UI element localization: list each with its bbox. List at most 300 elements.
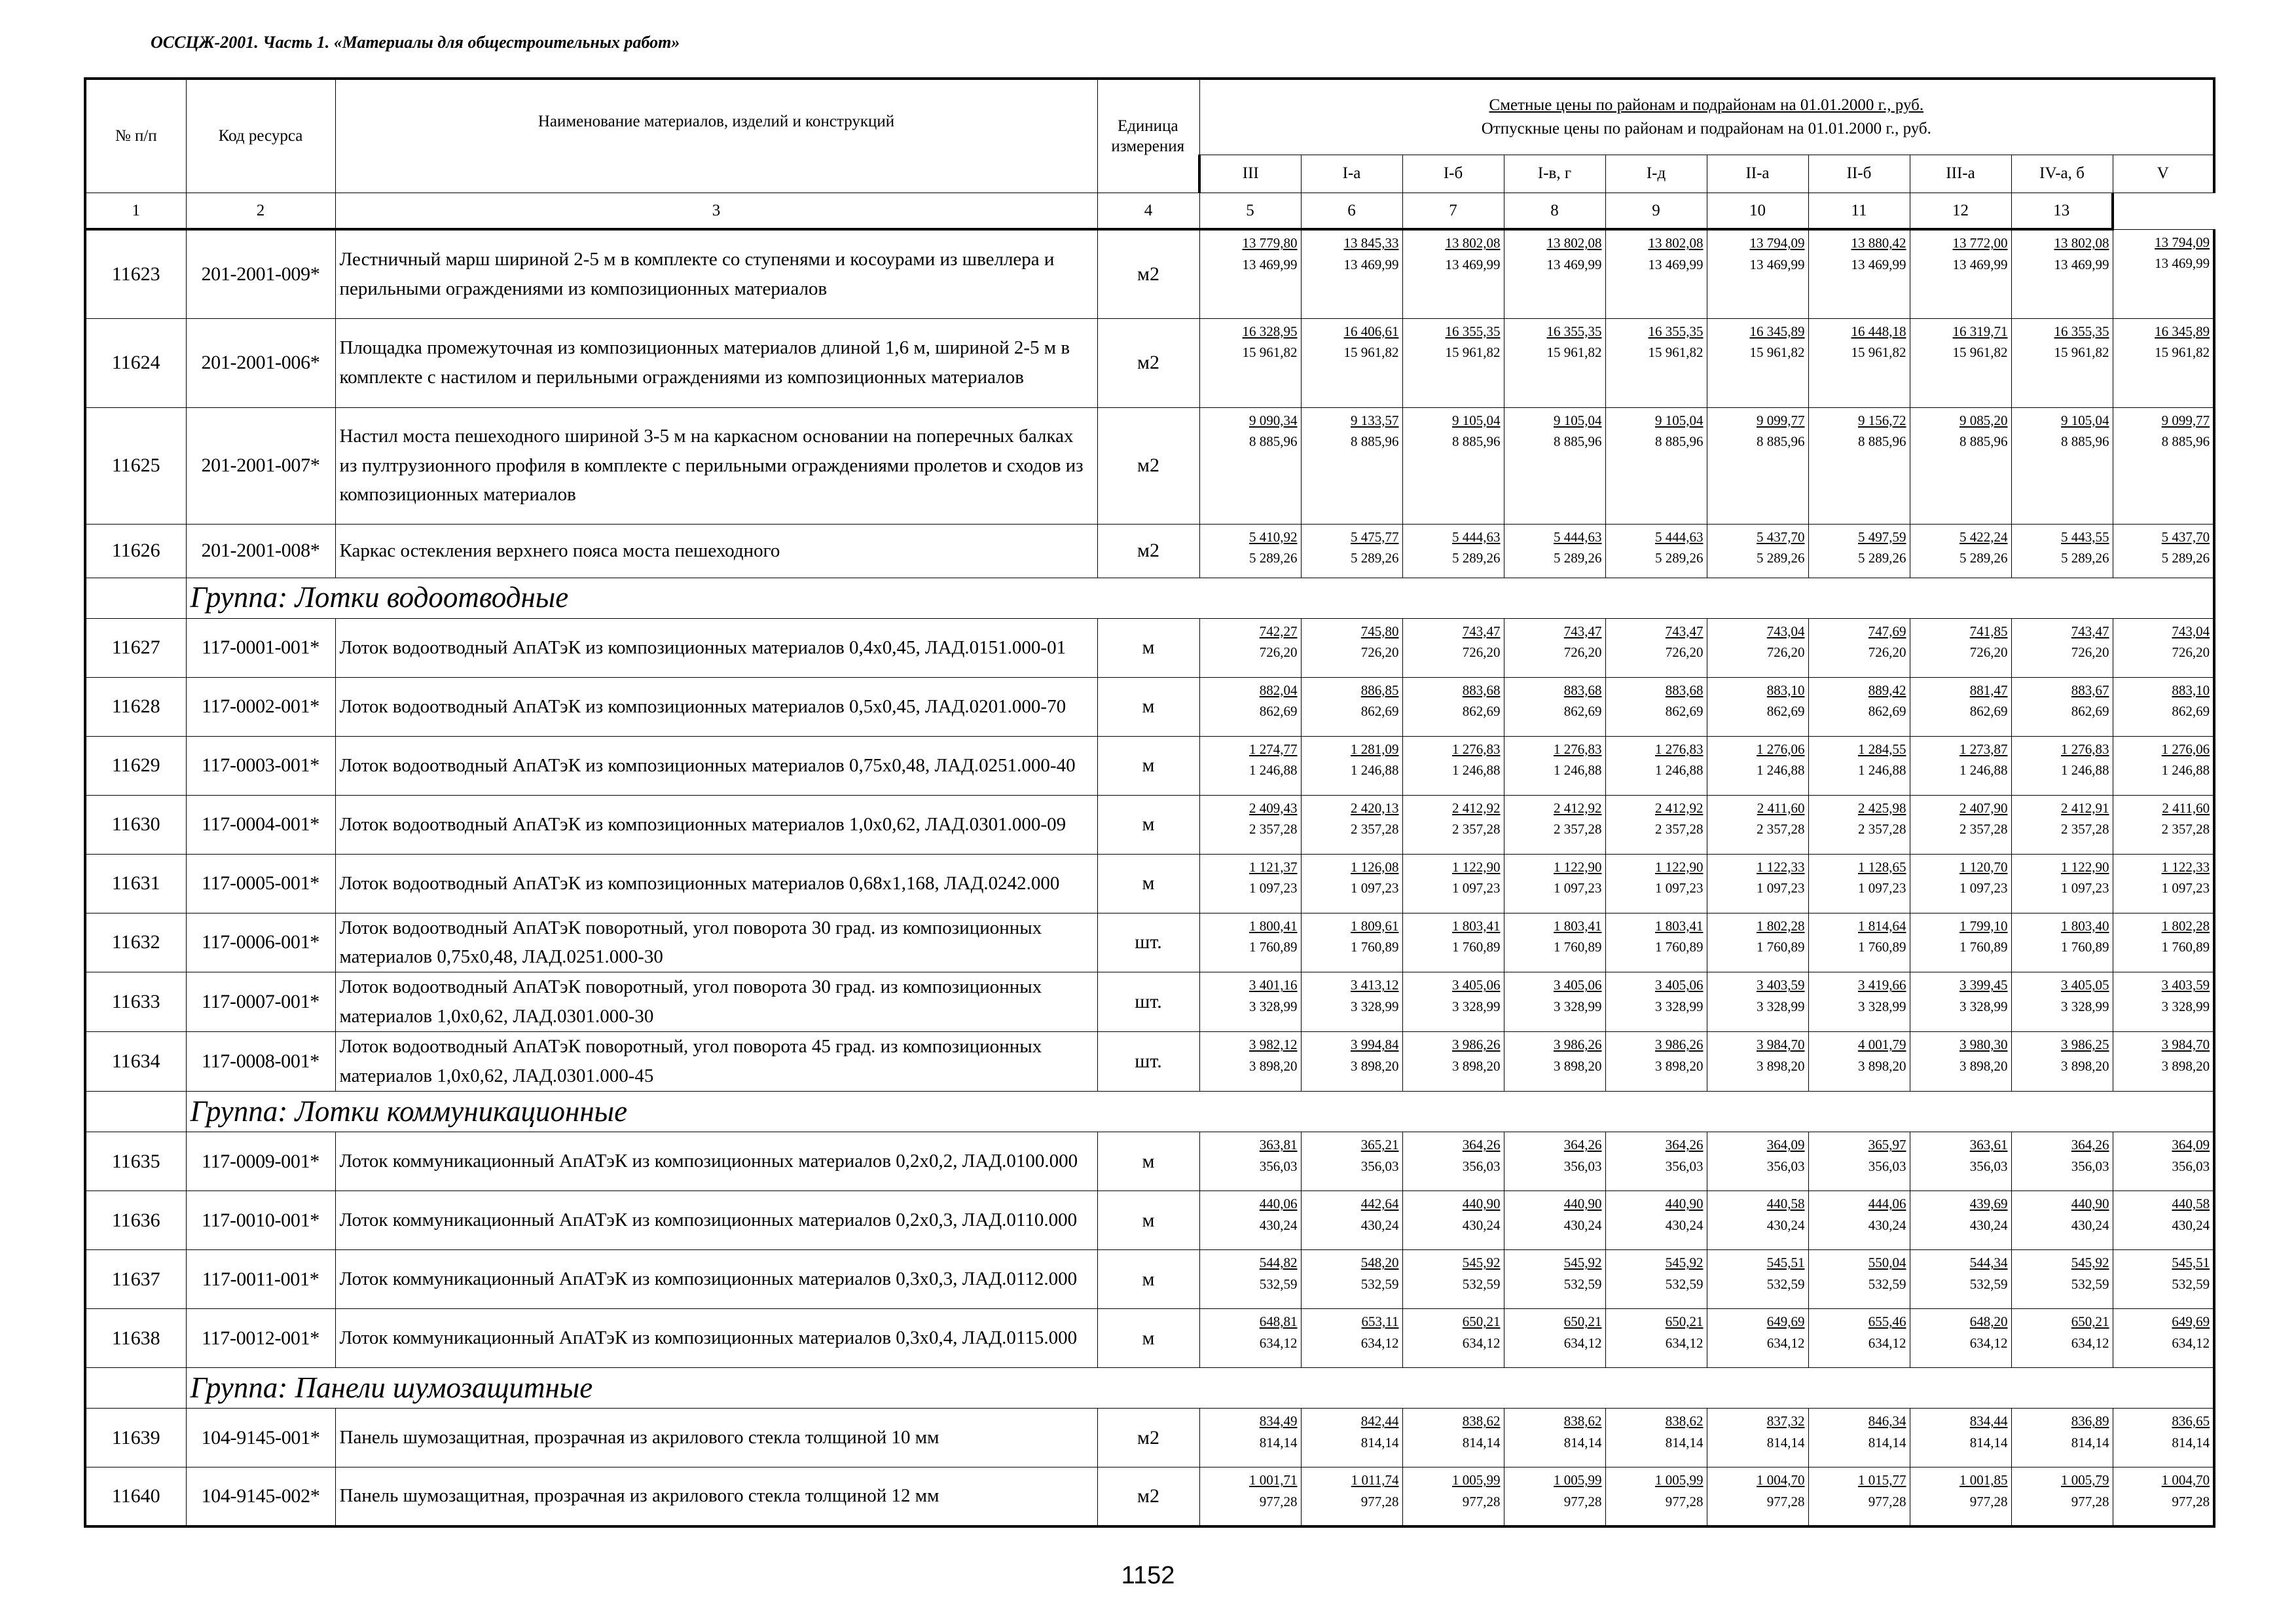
release-price: 977,28 (1868, 1493, 1906, 1509)
resource-code: 117-0001-001* (186, 618, 335, 677)
header-prices (1199, 79, 2214, 155)
price-cell (2113, 677, 2214, 736)
release-price: 8 885,96 (1858, 434, 1906, 450)
price-cell (1808, 972, 1910, 1032)
release-price: 532,59 (1665, 1276, 1704, 1292)
price-cell (2011, 795, 2113, 854)
estimate-price: 5 497,59 (1858, 528, 1906, 545)
estimate-price: 836,89 (2071, 1413, 2109, 1430)
estimate-price: 2 412,91 (2061, 800, 2109, 816)
price-cell (1808, 229, 1910, 318)
header-prices-release: Отпускные цены по районам и подрайонам на 01.01.2000 г., руб. (1481, 119, 1931, 138)
release-price: 634,12 (1665, 1335, 1704, 1351)
unit-of-measure: м2 (1097, 1467, 1199, 1526)
release-price: 1 760,89 (1554, 939, 1602, 955)
estimate-price: 883,68 (1665, 682, 1704, 698)
release-price: 13 469,99 (2054, 256, 2109, 272)
release-price: 356,03 (1563, 1158, 1602, 1174)
estimate-price: 9 133,57 (1351, 412, 1399, 428)
release-price: 634,12 (1462, 1335, 1501, 1351)
estimate-price: 3 405,06 (1452, 977, 1501, 993)
material-name: Лоток водоотводный АпАТэК из композиционных материалов 0,68х1,168, ЛАД.0242.000 (335, 854, 1097, 913)
price-cell (1301, 736, 1402, 795)
estimate-price: 742,27 (1259, 623, 1298, 639)
price-cell (1605, 972, 1707, 1032)
price-cell (1707, 618, 1808, 677)
table-row (85, 854, 2214, 913)
release-price: 3 898,20 (2161, 1058, 2210, 1074)
release-price: 3 328,99 (1757, 998, 1805, 1014)
price-cell (2113, 972, 2214, 1032)
estimate-price: 3 982,12 (1249, 1037, 1298, 1053)
table-row (85, 736, 2214, 795)
price-cell (1707, 1132, 1808, 1191)
release-price: 430,24 (1259, 1217, 1298, 1233)
resource-code: 117-0004-001* (186, 795, 335, 854)
estimate-price: 544,34 (1969, 1255, 2008, 1271)
release-price: 862,69 (1360, 703, 1399, 720)
price-cell (1402, 229, 1504, 318)
material-name: Лоток водоотводный АпАТэК из композиционных материалов 1,0х0,62, ЛАД.0301.000-09 (335, 795, 1097, 854)
header-column-number: 2 (186, 193, 335, 229)
header-region: I-в, г (1504, 155, 1605, 193)
price-cell (1910, 318, 2011, 407)
price-cell (1402, 736, 1504, 795)
price-cell (1707, 677, 1808, 736)
release-price: 1 246,88 (1452, 762, 1501, 779)
unit-of-measure: м (1097, 736, 1199, 795)
estimate-price: 545,51 (2172, 1255, 2210, 1271)
release-price: 13 469,99 (1749, 256, 1805, 272)
price-cell (1504, 795, 1605, 854)
release-price: 1 760,89 (1351, 939, 1399, 955)
estimate-price: 741,85 (1969, 623, 2008, 639)
price-cell (1707, 407, 1808, 524)
price-cell (1199, 318, 1301, 407)
release-price: 356,03 (1969, 1158, 2008, 1174)
estimate-price: 743,04 (1766, 623, 1805, 639)
estimate-price: 842,44 (1360, 1413, 1399, 1430)
resource-code: 117-0006-001* (186, 913, 335, 972)
release-price: 3 328,99 (1655, 998, 1704, 1014)
price-cell (2113, 1132, 2214, 1191)
estimate-price: 3 405,06 (1655, 977, 1704, 993)
price-cell (2113, 618, 2214, 677)
release-price: 862,69 (1766, 703, 1805, 720)
release-price: 2 357,28 (1554, 821, 1602, 838)
material-name: Лоток коммуникационный АпАТэК из композиционных материалов 0,3х0,3, ЛАД.0112.000 (335, 1250, 1097, 1309)
release-price: 634,12 (1868, 1335, 1906, 1351)
price-cell (1707, 854, 1808, 913)
group-spacer (85, 1368, 186, 1409)
estimate-price: 1 809,61 (1351, 917, 1399, 934)
estimate-price: 836,65 (2172, 1413, 2210, 1430)
price-cell (1605, 1191, 1707, 1250)
price-cell (2113, 1309, 2214, 1368)
price-cell (1910, 972, 2011, 1032)
release-price: 15 961,82 (1952, 344, 2008, 361)
price-cell (1199, 1132, 1301, 1191)
estimate-price: 5 444,63 (1452, 528, 1501, 545)
estimate-price: 9 156,72 (1858, 412, 1906, 428)
release-price: 430,24 (1766, 1217, 1805, 1233)
header-column-number: 5 (1199, 193, 1301, 229)
release-price: 8 885,96 (2161, 434, 2210, 450)
release-price: 2 357,28 (1452, 821, 1501, 838)
estimate-price: 365,97 (1868, 1137, 1906, 1153)
table-row (85, 1467, 2214, 1526)
estimate-price: 440,06 (1259, 1196, 1298, 1212)
estimate-price: 1 802,28 (2161, 917, 2210, 934)
estimate-price: 1 122,90 (1554, 858, 1602, 875)
price-cell (1402, 913, 1504, 972)
unit-of-measure: м2 (1097, 407, 1199, 524)
estimate-price: 16 355,35 (1546, 323, 1602, 339)
estimate-price: 648,81 (1259, 1314, 1298, 1330)
price-cell (1199, 1250, 1301, 1309)
estimate-price: 13 802,08 (2054, 235, 2109, 251)
price-cell (1808, 1191, 1910, 1250)
resource-code: 201-2001-007* (186, 407, 335, 524)
estimate-price: 13 845,33 (1343, 235, 1399, 251)
price-cell (1402, 1467, 1504, 1526)
group-title: Группа: Панели шумозащитные (186, 1368, 2214, 1409)
price-cell (1199, 854, 1301, 913)
estimate-price: 5 475,77 (1351, 528, 1399, 545)
group-title: Группа: Лотки водоотводные (186, 578, 2214, 618)
price-cell (1301, 972, 1402, 1032)
price-cell (1402, 618, 1504, 677)
price-cell (1504, 1032, 1605, 1092)
estimate-price: 5 437,70 (1757, 528, 1805, 545)
price-cell (1504, 318, 1605, 407)
release-price: 1 760,89 (1757, 939, 1805, 955)
estimate-price: 1 126,08 (1351, 858, 1399, 875)
header-column-number: 11 (1808, 193, 1910, 229)
group-row (85, 1092, 2214, 1132)
release-price: 814,14 (2172, 1434, 2210, 1450)
price-cell (1402, 1132, 1504, 1191)
price-cell (1504, 1309, 1605, 1368)
release-price: 862,69 (1665, 703, 1704, 720)
estimate-price: 364,09 (1766, 1137, 1805, 1153)
estimate-price: 649,69 (1766, 1314, 1805, 1330)
price-cell (1199, 736, 1301, 795)
price-cell (2113, 1467, 2214, 1526)
estimate-price: 837,32 (1766, 1413, 1805, 1430)
estimate-price: 16 355,35 (1648, 323, 1704, 339)
row-number: 11635 (85, 1132, 186, 1191)
header-column-number: 10 (1707, 193, 1808, 229)
release-price: 356,03 (1360, 1158, 1399, 1174)
price-cell (1605, 1309, 1707, 1368)
price-cell (1504, 407, 1605, 524)
release-price: 977,28 (1259, 1493, 1298, 1509)
price-cell (1199, 229, 1301, 318)
unit-of-measure: м (1097, 1309, 1199, 1368)
row-number: 11636 (85, 1191, 186, 1250)
release-price: 356,03 (1766, 1158, 1805, 1174)
price-cell (1199, 1032, 1301, 1092)
price-cell (1605, 618, 1707, 677)
release-price: 1 760,89 (2161, 939, 2210, 955)
price-cell (1808, 1250, 1910, 1309)
unit-of-measure: м (1097, 1132, 1199, 1191)
release-price: 1 097,23 (1452, 880, 1501, 896)
price-cell (1402, 318, 1504, 407)
price-cell (1808, 1467, 1910, 1526)
release-price: 977,28 (2071, 1493, 2109, 1509)
group-spacer (85, 578, 186, 618)
estimate-price: 2 412,92 (1655, 800, 1704, 816)
release-price: 5 289,26 (1655, 550, 1704, 566)
price-cell (1910, 1132, 2011, 1191)
price-cell (1910, 229, 2011, 318)
estimate-price: 1 276,83 (1554, 741, 1602, 757)
table-row (85, 1250, 2214, 1309)
estimate-price: 364,26 (1563, 1137, 1602, 1153)
estimate-price: 3 403,59 (1757, 977, 1805, 993)
estimate-price: 13 802,08 (1445, 235, 1501, 251)
price-cell (2011, 1191, 2113, 1250)
unit-of-measure: м (1097, 854, 1199, 913)
estimate-price: 1 120,70 (1959, 858, 2008, 875)
release-price: 8 885,96 (1554, 434, 1602, 450)
price-cell (1301, 229, 1402, 318)
release-price: 1 246,88 (1655, 762, 1704, 779)
release-price: 977,28 (1969, 1493, 2008, 1509)
price-cell (1504, 1191, 1605, 1250)
price-cell (1605, 677, 1707, 736)
material-name: Лоток коммуникационный АпАТэК из композиционных материалов 0,3х0,4, ЛАД.0115.000 (335, 1309, 1097, 1368)
price-cell (1910, 407, 2011, 524)
estimate-price: 1 128,65 (1858, 858, 1906, 875)
release-price: 3 328,99 (1351, 998, 1399, 1014)
price-cell (2113, 736, 2214, 795)
row-number: 11638 (85, 1309, 186, 1368)
price-cell (2011, 736, 2113, 795)
price-cell (1707, 972, 1808, 1032)
unit-of-measure: шт. (1097, 1032, 1199, 1092)
estimate-price: 16 355,35 (1445, 323, 1501, 339)
release-price: 1 760,89 (1452, 939, 1501, 955)
estimate-price: 16 448,18 (1851, 323, 1906, 339)
price-cell (1707, 1467, 1808, 1526)
header-num: № п/п (85, 79, 186, 193)
price-cell (1808, 1409, 1910, 1467)
release-price: 15 961,82 (1648, 344, 1704, 361)
estimate-price: 1 274,77 (1249, 741, 1298, 757)
price-cell (1402, 854, 1504, 913)
estimate-price: 440,58 (1766, 1196, 1805, 1212)
material-name: Лоток водоотводный АпАТэК поворотный, угол поворота 45 град. из композиционных материалов 1,0х0,62, ЛАД.0301.000-45 (335, 1032, 1097, 1092)
release-price: 634,12 (2071, 1335, 2109, 1351)
release-price: 15 961,82 (1749, 344, 1805, 361)
estimate-price: 444,06 (1868, 1196, 1906, 1212)
release-price: 3 898,20 (1757, 1058, 1805, 1074)
price-cell (1301, 318, 1402, 407)
price-cell (1808, 618, 1910, 677)
price-cell (1605, 795, 1707, 854)
estimate-price: 439,69 (1969, 1196, 2008, 1212)
price-cell (1605, 1032, 1707, 1092)
release-price: 2 357,28 (1858, 821, 1906, 838)
price-cell (1402, 795, 1504, 854)
release-price: 532,59 (1766, 1276, 1805, 1292)
row-number: 11624 (85, 318, 186, 407)
price-cell (2011, 1250, 2113, 1309)
unit-of-measure: м2 (1097, 318, 1199, 407)
price-cell (2113, 229, 2214, 318)
release-price: 977,28 (1462, 1493, 1501, 1509)
estimate-price: 2 412,92 (1554, 800, 1602, 816)
material-name: Лоток водоотводный АпАТэК из композиционных материалов 0,75х0,48, ЛАД.0251.000-40 (335, 736, 1097, 795)
release-price: 814,14 (1360, 1434, 1399, 1450)
estimate-price: 5 444,63 (1554, 528, 1602, 545)
row-number: 11637 (85, 1250, 186, 1309)
release-price: 5 289,26 (1452, 550, 1501, 566)
table-row (85, 972, 2214, 1032)
release-price: 1 760,89 (1959, 939, 2008, 955)
estimate-price: 5 443,55 (2061, 528, 2109, 545)
estimate-price: 1 803,41 (1452, 917, 1501, 934)
header-region: I-а (1301, 155, 1402, 193)
material-name: Лестничный марш шириной 2-5 м в комплекте со ступенями и косоурами из швеллера и перильными ограждениями из композиционных материалов (335, 229, 1097, 318)
estimate-price: 440,90 (1563, 1196, 1602, 1212)
estimate-price: 545,92 (1563, 1255, 1602, 1271)
unit-of-measure: м2 (1097, 1409, 1199, 1467)
price-cell (1808, 913, 1910, 972)
release-price: 726,20 (1462, 644, 1501, 661)
price-cell (2113, 795, 2214, 854)
estimate-price: 545,51 (1766, 1255, 1805, 1271)
price-cell (1910, 795, 2011, 854)
estimate-price: 1 276,83 (2061, 741, 2109, 757)
estimate-price: 1 276,83 (1655, 741, 1704, 757)
estimate-price: 9 105,04 (2061, 412, 2109, 428)
unit-of-measure: м2 (1097, 524, 1199, 578)
release-price: 532,59 (1868, 1276, 1906, 1292)
material-name: Лоток водоотводный АпАТэК из композиционных материалов 0,4х0,45, ЛАД.0151.000-01 (335, 618, 1097, 677)
price-cell (2011, 854, 2113, 913)
release-price: 3 328,99 (1249, 998, 1298, 1014)
release-price: 862,69 (1868, 703, 1906, 720)
release-price: 726,20 (1259, 644, 1298, 661)
price-cell (1910, 1309, 2011, 1368)
release-price: 1 246,88 (2161, 762, 2210, 779)
header-column-number: 13 (2011, 193, 2113, 229)
estimate-price: 1 803,40 (2061, 917, 2109, 934)
release-price: 3 898,20 (1452, 1058, 1501, 1074)
price-cell (1605, 1409, 1707, 1467)
price-cell (2011, 407, 2113, 524)
price-table (84, 77, 2215, 1528)
unit-of-measure: шт. (1097, 913, 1199, 972)
estimate-price: 3 984,70 (2161, 1037, 2210, 1053)
estimate-price: 9 085,20 (1959, 412, 2008, 428)
release-price: 15 961,82 (1445, 344, 1501, 361)
estimate-price: 5 444,63 (1655, 528, 1704, 545)
price-cell (1301, 913, 1402, 972)
release-price: 430,24 (1665, 1217, 1704, 1233)
table-row (85, 229, 2214, 318)
price-cell (2011, 1467, 2113, 1526)
release-price: 5 289,26 (1959, 550, 2008, 566)
table-row (85, 1409, 2214, 1467)
price-cell (1402, 1409, 1504, 1467)
release-price: 356,03 (1462, 1158, 1501, 1174)
price-cell (1301, 618, 1402, 677)
estimate-price: 13 880,42 (1851, 235, 1906, 251)
resource-code: 117-0005-001* (186, 854, 335, 913)
estimate-price: 1 803,41 (1655, 917, 1704, 934)
release-price: 634,12 (1563, 1335, 1602, 1351)
estimate-price: 1 011,74 (1351, 1472, 1399, 1488)
header-column-number: 12 (1910, 193, 2011, 229)
price-cell (2011, 618, 2113, 677)
estimate-price: 1 122,90 (2061, 858, 2109, 875)
estimate-price: 16 406,61 (1343, 323, 1399, 339)
price-cell (1504, 1132, 1605, 1191)
row-number: 11632 (85, 913, 186, 972)
estimate-price: 649,69 (2172, 1314, 2210, 1330)
release-price: 726,20 (2071, 644, 2109, 661)
unit-of-measure: м2 (1097, 229, 1199, 318)
price-cell (1707, 736, 1808, 795)
release-price: 430,24 (1563, 1217, 1602, 1233)
release-price: 1 097,23 (2161, 880, 2210, 896)
price-cell (2113, 1032, 2214, 1092)
price-cell (1504, 229, 1605, 318)
release-price: 8 885,96 (1757, 434, 1805, 450)
group-row (85, 578, 2214, 618)
release-price: 8 885,96 (1959, 434, 2008, 450)
estimate-price: 1 005,99 (1655, 1472, 1704, 1488)
price-cell (1301, 1032, 1402, 1092)
table-row (85, 1191, 2214, 1250)
estimate-price: 2 407,90 (1959, 800, 2008, 816)
price-cell (1910, 854, 2011, 913)
estimate-price: 743,47 (1563, 623, 1602, 639)
release-price: 2 357,28 (1959, 821, 2008, 838)
release-price: 726,20 (2172, 644, 2210, 661)
estimate-price: 1 799,10 (1959, 917, 2008, 934)
release-price: 726,20 (1360, 644, 1399, 661)
estimate-price: 2 425,98 (1858, 800, 1906, 816)
estimate-price: 545,92 (2071, 1255, 2109, 1271)
estimate-price: 1 800,41 (1249, 917, 1298, 934)
price-cell (1808, 1032, 1910, 1092)
price-cell (1402, 407, 1504, 524)
price-cell (1301, 1191, 1402, 1250)
price-cell (2011, 524, 2113, 578)
release-price: 15 961,82 (1343, 344, 1399, 361)
price-cell (1605, 407, 1707, 524)
resource-code: 104-9145-002* (186, 1467, 335, 1526)
release-price: 15 961,82 (2155, 344, 2210, 361)
release-price: 1 097,23 (2061, 880, 2109, 896)
estimate-price: 9 105,04 (1452, 412, 1501, 428)
estimate-price: 1 284,55 (1858, 741, 1906, 757)
header-region: I-д (1605, 155, 1707, 193)
price-cell (1301, 1409, 1402, 1467)
estimate-price: 16 345,89 (1749, 323, 1805, 339)
release-price: 1 097,23 (1655, 880, 1704, 896)
estimate-price: 13 772,00 (1952, 235, 2008, 251)
table-row (85, 524, 2214, 578)
price-cell (2011, 229, 2113, 318)
header-prices-estimate: Сметные цены по районам и подрайонам на 01.01.2000 г., руб. (1489, 96, 1924, 114)
